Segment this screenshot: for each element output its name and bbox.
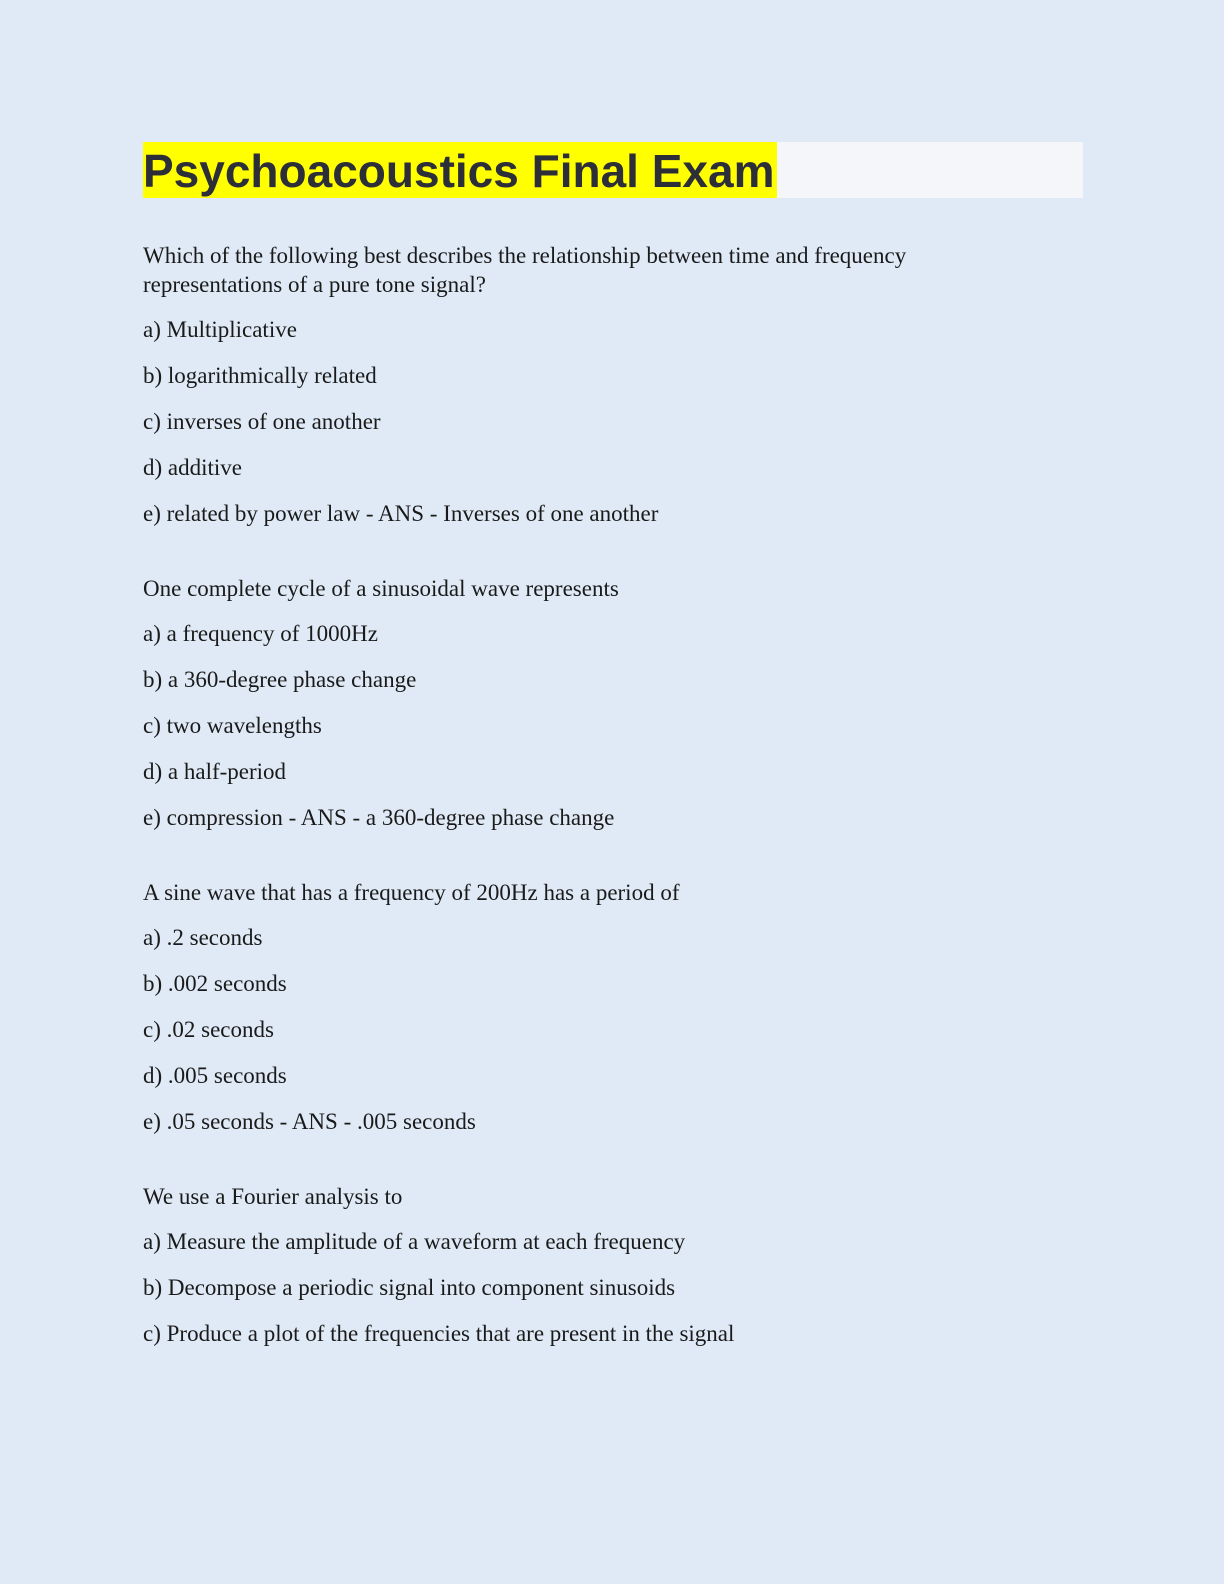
question-stem: Which of the following best describes the relationship between time and frequency representations of a pure tone signal?	[143, 243, 907, 297]
page-title: Psychoacoustics Final Exam	[143, 142, 777, 198]
answer-option: d) additive	[143, 455, 242, 480]
answer-option: e) compression - ANS - a 360-degree phase change	[143, 805, 615, 830]
answer-option: d) .005 seconds	[143, 1063, 287, 1088]
answer-option: b) Decompose a periodic signal into component sinusoids	[143, 1275, 676, 1300]
answer-option: b) .002 seconds	[143, 971, 287, 996]
question-2	[143, 574, 1083, 832]
answer-option: a) a frequency of 1000Hz	[143, 621, 378, 646]
answer-option: d) a half-period	[143, 759, 287, 784]
answer-option: b) logarithmically related	[143, 363, 377, 388]
question-stem: We use a Fourier analysis to	[143, 1184, 403, 1209]
title-bar	[143, 142, 1083, 198]
answer-option: c) Produce a plot of the frequencies that are present in the signal	[143, 1321, 735, 1346]
question-4	[143, 1182, 1083, 1348]
answer-option: c) inverses of one another	[143, 409, 381, 434]
answer-option: c) two wavelengths	[143, 713, 322, 738]
document-page	[143, 142, 1083, 1394]
answer-option: a) Multiplicative	[143, 317, 297, 342]
question-1	[143, 241, 1083, 528]
question-stem: One complete cycle of a sinusoidal wave represents	[143, 576, 619, 601]
answer-option: e) related by power law - ANS - Inverses of one another	[143, 501, 659, 526]
answer-option: e) .05 seconds - ANS - .005 seconds	[143, 1109, 476, 1134]
answer-option: a) .2 seconds	[143, 925, 263, 950]
answer-option: c) .02 seconds	[143, 1017, 274, 1042]
answer-option: a) Measure the amplitude of a waveform at each frequency	[143, 1229, 686, 1254]
answer-option: b) a 360-degree phase change	[143, 667, 417, 692]
question-3	[143, 878, 1083, 1136]
question-stem: A sine wave that has a frequency of 200Hz has a period of	[143, 880, 680, 905]
